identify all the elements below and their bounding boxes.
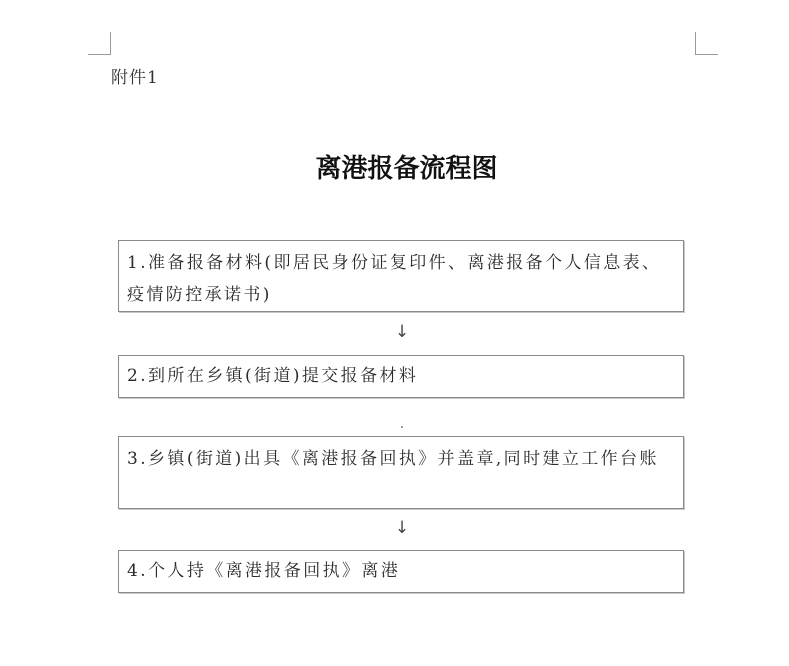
flow-step-1-text: 1.准备报备材料(即居民身份证复印件、离港报备个人信息表、疫情防控承诺书) (127, 253, 662, 305)
page-corner-mark-top-left (88, 32, 111, 55)
flow-step-3 (118, 436, 684, 509)
page-corner-mark-top-right (695, 32, 718, 55)
flow-step-2-text: 2.到所在乡镇(街道)提交报备材料 (127, 366, 419, 386)
flow-step-1 (118, 240, 684, 312)
document-title: 离港报备流程图 (315, 154, 498, 184)
flow-connector-mark (401, 426, 403, 428)
flow-arrow-3: ↓ (394, 518, 410, 538)
flow-step-3-text: 3.乡镇(街道)出具《离港报备回执》并盖章,同时建立工作台账 (127, 449, 659, 469)
flow-step-4-text: 4.个人持《离港报备回执》离港 (127, 561, 401, 581)
flow-step-2 (118, 355, 684, 398)
flow-arrow-1: ↓ (394, 322, 410, 342)
flow-step-4 (118, 550, 684, 593)
attachment-label: 附件1 (111, 68, 159, 88)
